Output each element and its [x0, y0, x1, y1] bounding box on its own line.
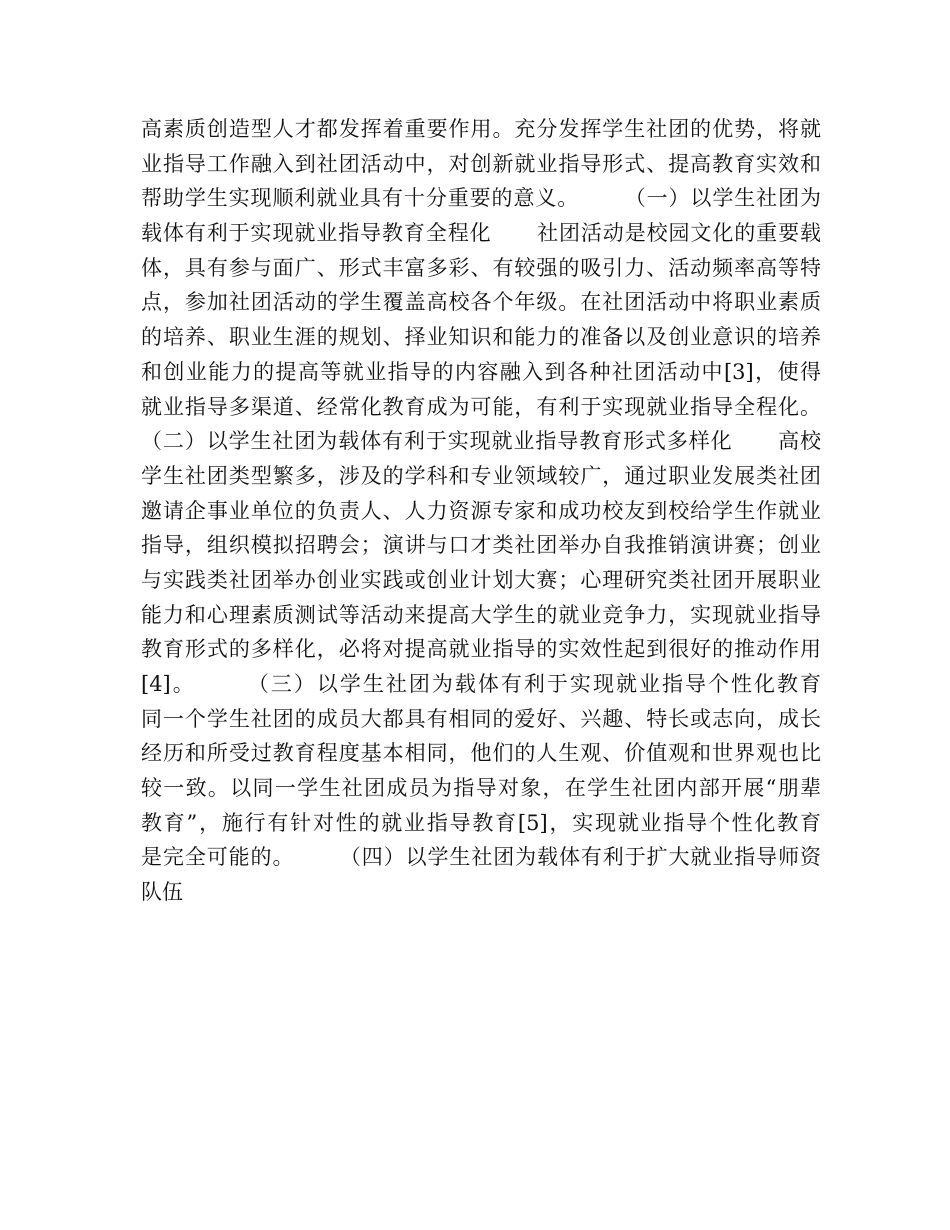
text-line: 同一个学生社团的成员大都具有相同的爱好、兴趣、特长或志向，成长: [141, 706, 821, 731]
text-line: 教育形式的多样化，必将对提高就业指导的实效性起到很好的推动作用: [141, 637, 821, 662]
text-line: 点，参加社团活动的学生覆盖高校各个年级。在社团活动中将职业素质: [141, 290, 821, 315]
text-line: 和创业能力的提高等就业指导的内容融入到各种社团活动中[3]，使得: [141, 359, 821, 384]
text-line: 是完全可能的。 （四）以学生社团为载体有利于扩大就业指导师资: [141, 845, 821, 870]
text-line: [4]。 （三）以学生社团为载体有利于实现就业指导个性化教育: [141, 672, 821, 696]
text-line: 邀请企事业单位的负责人、人力资源专家和成功校友到校给学生作就业: [141, 498, 821, 523]
text-line: 能力和心理素质测试等活动来提高大学生的就业竞争力，实现就业指导: [141, 602, 821, 627]
text-line: 载体有利于实现就业指导教育全程化 社团活动是校园文化的重要载: [141, 221, 821, 246]
text-line: 的培养、职业生涯的规划、择业知识和能力的准备以及创业意识的培养: [141, 325, 821, 350]
text-line: 业指导工作融入到社团活动中，对创新就业指导形式、提高教育实效和: [141, 151, 821, 176]
body-text: [141, 112, 821, 910]
text-line: 体，具有参与面广、形式丰富多彩、有较强的吸引力、活动频率高等特: [141, 255, 821, 280]
text-line: 学生社团类型繁多，涉及的学科和专业领域较广，通过职业发展类社团: [141, 463, 821, 488]
text-line: 经历和所受过教育程度基本相同，他们的人生观、价值观和世界观也比: [141, 741, 821, 766]
text-line: 队伍: [141, 880, 183, 905]
text-line: （二）以学生社团为载体有利于实现就业指导教育形式多样化 高校: [141, 429, 821, 454]
text-line: 高素质创造型人才都发挥着重要作用。充分发挥学生社团的优势，将就: [141, 117, 821, 141]
text-line: 教育”，施行有针对性的就业指导教育[5]，实现就业指导个性化教育: [141, 810, 821, 835]
text-line: 就业指导多渠道、经常化教育成为可能，有利于实现就业指导全程化。: [141, 394, 821, 419]
text-line: 与实践类社团举办创业实践或创业计划大赛；心理研究类社团开展职业: [141, 567, 821, 592]
text-line: 帮助学生实现顺利就业具有十分重要的意义。 （一）以学生社团为: [141, 186, 821, 211]
text-line: 较一致。以同一学生社团成员为指导对象，在学生社团内部开展“朋辈: [141, 776, 821, 801]
text-line: 指导，组织模拟招聘会；演讲与口才类社团举办自我推销演讲赛；创业: [141, 533, 821, 558]
